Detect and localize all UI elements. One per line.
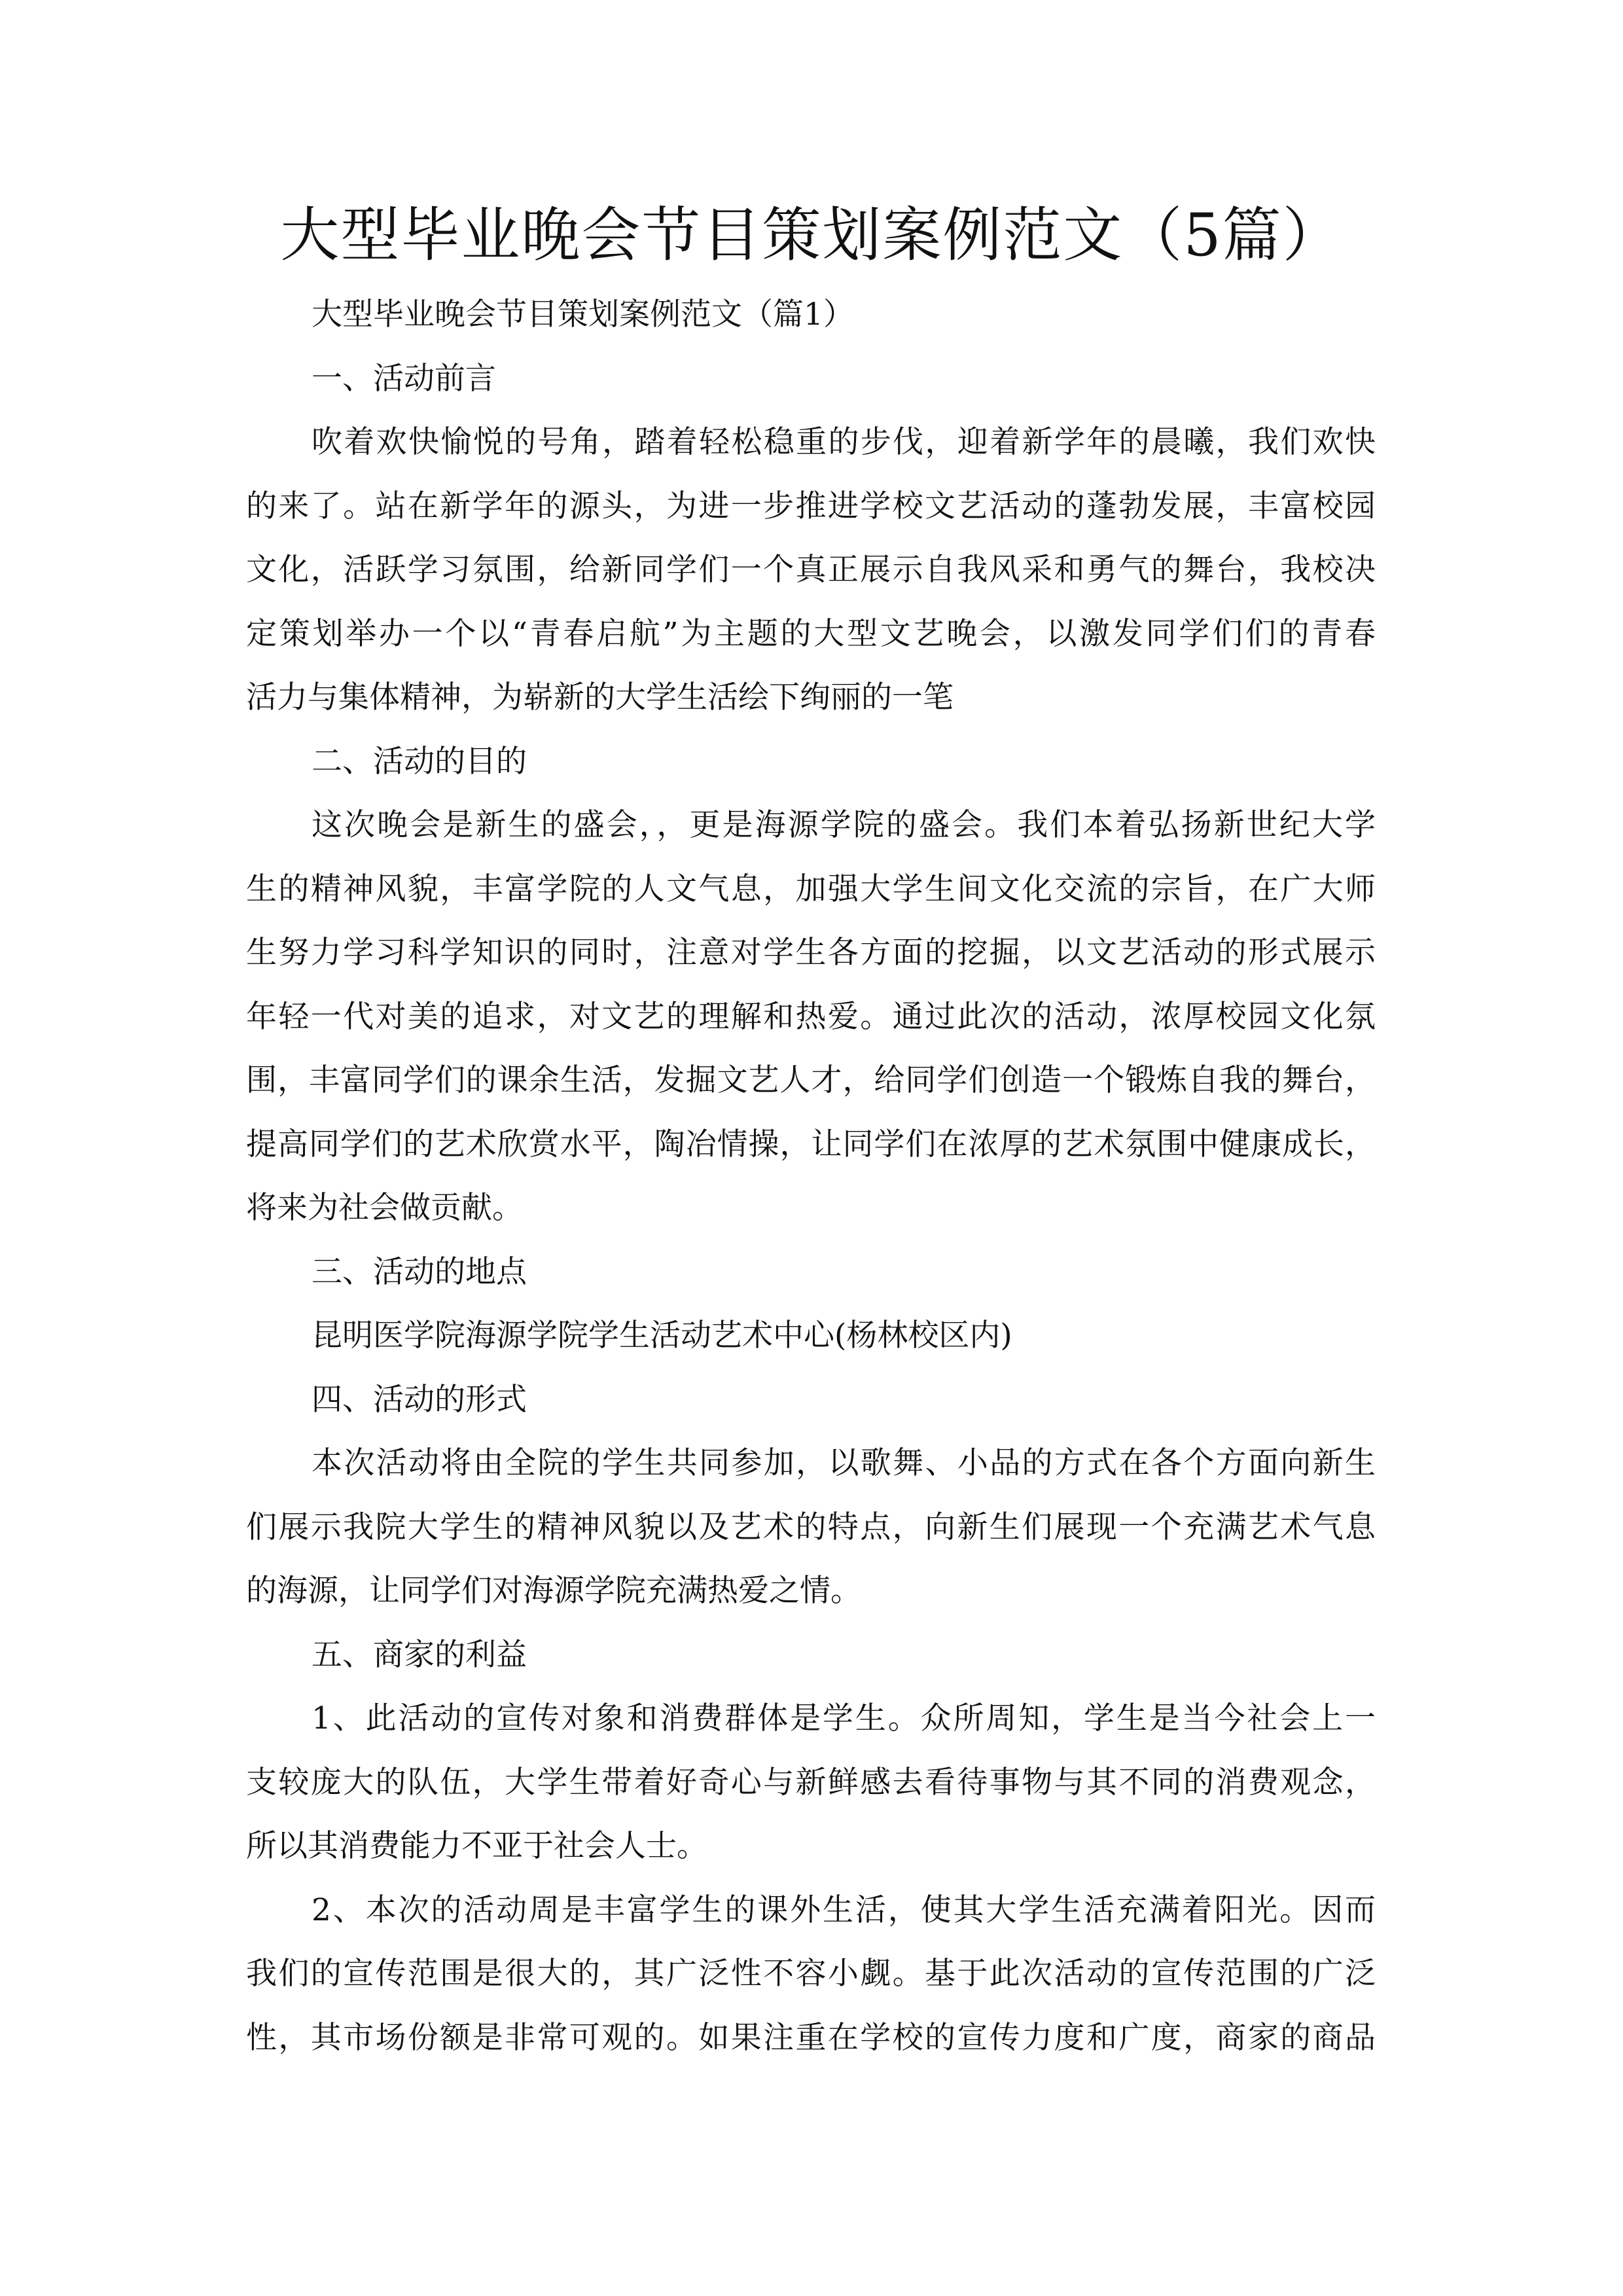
text-line: 五、商家的利益: [312, 1636, 527, 1673]
text-line: 我们的宣传范围是很大的，其广泛性不容小觑。基于此次活动的宣传范围的广泛: [246, 1956, 1376, 1992]
section-heading: [246, 1368, 1376, 1432]
text-line: 提高同学们的艺术欣赏水平，陶冶情操，让同学们在浓厚的艺术氛围中健康成长，: [246, 1126, 1376, 1162]
text-line: 年轻一代对美的追求，对文艺的理解和热爱。通过此次的活动，浓厚校园文化氛: [246, 998, 1376, 1035]
text-line: 生努力学习科学知识的同时，注意对学生各方面的挖掘，以文艺活动的形式展示: [246, 935, 1376, 971]
section-heading: [246, 730, 1376, 794]
paragraph: [246, 793, 1376, 1240]
paragraph: [246, 1431, 1376, 1623]
text-line: 支较庞大的队伍，大学生带着好奇心与新鲜感去看待事物与其不同的消费观念，: [246, 1764, 1376, 1801]
document-title: 大型毕业晚会节目策划案例范文（5篇）: [280, 201, 1343, 270]
text-line: 将来为社会做贡献。: [246, 1190, 523, 1226]
text-line: 本次活动将由全院的学生共同参加，以歌舞、小品的方式在各个方面向新生: [312, 1445, 1376, 1481]
paragraph: [246, 1878, 1376, 2070]
text-line: 昆明医学院海源学院学生活动艺术中心(杨林校区内): [312, 1318, 1012, 1354]
text-line: 所以其消费能力不亚于社会人士。: [246, 1828, 707, 1864]
text-line: 文化，活跃学习氛围，给新同学们一个真正展示自我风采和勇气的舞台，我校决: [246, 552, 1376, 588]
text-line: 们展示我院大学生的精神风貌以及艺术的特点，向新生们展现一个充满艺术气息: [246, 1509, 1376, 1545]
document-body: [246, 283, 1376, 2070]
text-line: 1、此活动的宣传对象和消费群体是学生。众所周知，学生是当今社会上一: [312, 1700, 1376, 1736]
text-line: 大型毕业晚会节目策划案例范文（篇1）: [312, 296, 854, 332]
text-line: 性，其市场份额是非常可观的。如果注重在学校的宣传力度和广度，商家的商品: [246, 2019, 1376, 2056]
text-line: 的海源，让同学们对海源学院充满热爱之情。: [246, 1573, 861, 1609]
text-line: 三、活动的地点: [312, 1253, 527, 1290]
section-heading: [246, 1240, 1376, 1304]
text-line: 吹着欢快愉悦的号角，踏着轻松稳重的步伐，迎着新学年的晨曦，我们欢快: [312, 424, 1376, 460]
text-line: 2、本次的活动周是丰富学生的课外生活，使其大学生活充满着阳光。因而: [312, 1892, 1376, 1928]
text-line: 生的精神风貌，丰富学院的人文气息，加强大学生间文化交流的宗旨，在广大师: [246, 870, 1376, 907]
text-line: 四、活动的形式: [312, 1381, 527, 1418]
section-heading: [246, 1623, 1376, 1687]
text-line: 活力与集体精神，为崭新的大学生活绘下绚丽的一笔: [246, 679, 954, 715]
text-line: 二、活动的目的: [312, 743, 527, 780]
section-heading: [246, 347, 1376, 411]
paragraph: [246, 410, 1376, 730]
text-line: 的来了。站在新学年的源头，为进一步推进学校文艺活动的蓬勃发展，丰富校园: [246, 488, 1376, 524]
text-line: 定策划举办一个以“青春启航”为主题的大型文艺晚会，以激发同学们们的青春: [246, 615, 1376, 652]
paragraph: [246, 1687, 1376, 1878]
section-heading: [246, 1304, 1376, 1368]
text-line: 一、活动前言: [312, 360, 496, 397]
text-line: 这次晚会是新生的盛会，，更是海源学院的盛会。我们本着弘扬新世纪大学: [312, 807, 1376, 843]
text-line: 围，丰富同学们的课余生活，发掘文艺人才，给同学们创造一个锻炼自我的舞台，: [246, 1062, 1376, 1098]
section-heading: [246, 283, 1376, 347]
